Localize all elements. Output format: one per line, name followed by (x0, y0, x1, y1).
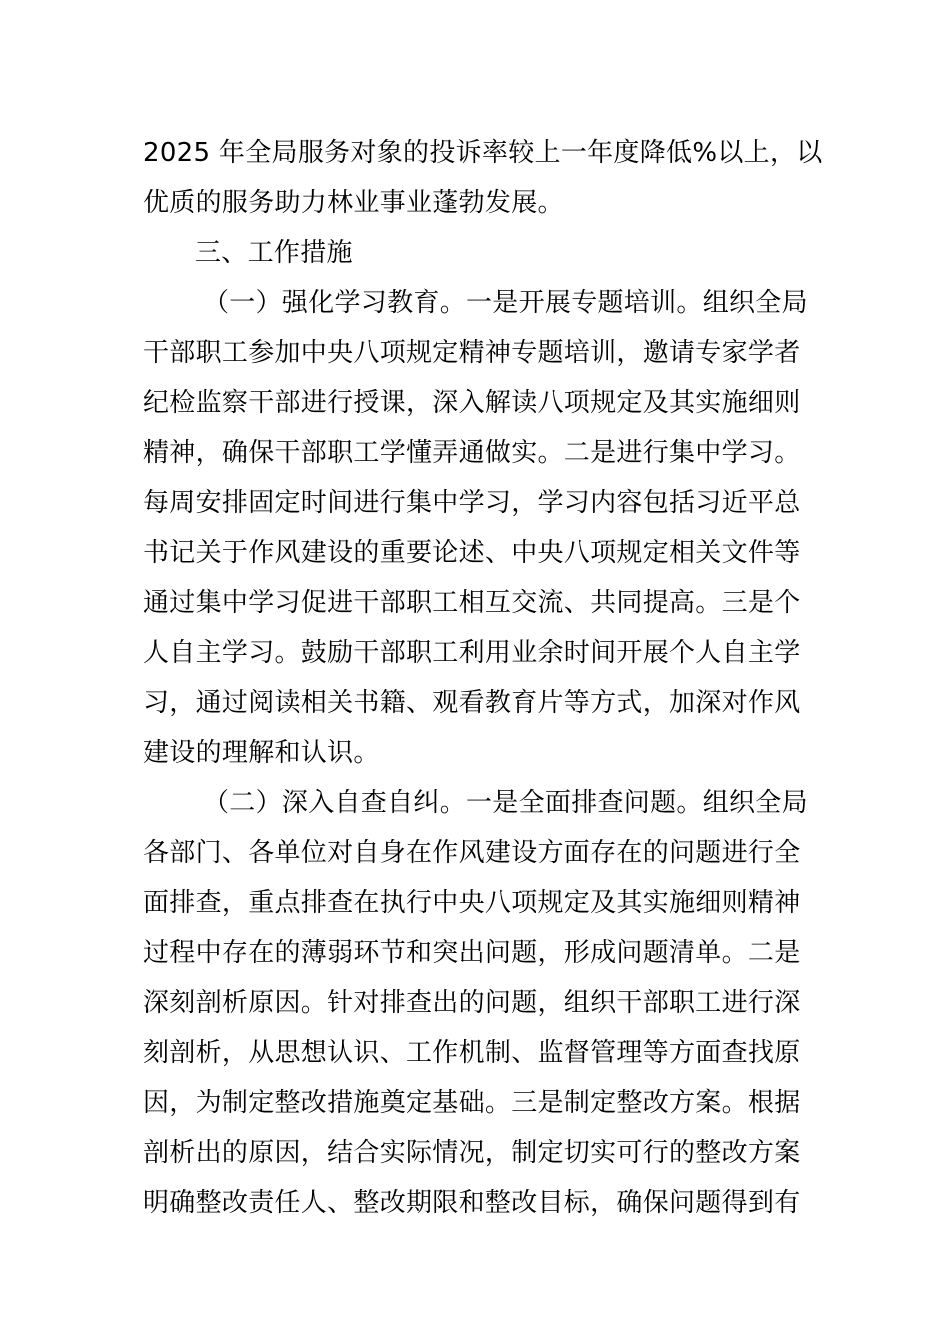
document-body (143, 128, 823, 1228)
subsection-heading-line: （一）强化学习教育。一是开展专题培训。组织全局 (203, 288, 808, 318)
body-line: 深刻剖析原因。针对排查出的问题，组织干部职工进行深 (143, 988, 801, 1018)
body-line: 因，为制定整改措施奠定基础。三是制定整改方案。根据 (143, 1088, 801, 1118)
body-line: 2025 年全局服务对象的投诉率较上一年度降低%以上，以 (143, 138, 823, 168)
subsection-heading-line: （二）深入自查自纠。一是全面排查问题。组织全局 (203, 788, 808, 818)
body-line: 建设的理解和认识。 (143, 738, 380, 768)
body-line: 面排查，重点排查在执行中央八项规定及其实施细则精神 (143, 888, 801, 918)
body-line: 精神，确保干部职工学懂弄通做实。二是进行集中学习。 (143, 438, 801, 468)
body-line: 明确整改责任人、整改期限和整改目标，确保问题得到有 (143, 1188, 801, 1218)
body-line: 人自主学习。鼓励干部职工利用业余时间开展个人自主学 (143, 638, 801, 668)
body-line: 习，通过阅读相关书籍、观看教育片等方式，加深对作风 (143, 688, 801, 718)
body-line: 纪检监察干部进行授课，深入解读八项规定及其实施细则 (143, 388, 801, 418)
body-line: 优质的服务助力林业事业蓬勃发展。 (143, 188, 564, 218)
body-line: 刻剖析，从思想认识、工作机制、监督管理等方面查找原 (143, 1038, 801, 1068)
section-heading: 三、工作措施 (195, 238, 353, 268)
body-line: 剖析出的原因，结合实际情况，制定切实可行的整改方案 (143, 1138, 801, 1168)
body-line: 干部职工参加中央八项规定精神专题培训，邀请专家学者 (143, 338, 801, 368)
body-line: 通过集中学习促进干部职工相互交流、共同提高。三是个 (143, 588, 801, 618)
body-line: 各部门、各单位对自身在作风建设方面存在的问题进行全 (143, 838, 801, 868)
body-line: 过程中存在的薄弱环节和突出问题，形成问题清单。二是 (143, 938, 801, 968)
body-line: 每周安排固定时间进行集中学习，学习内容包括习近平总 (143, 488, 801, 518)
body-line: 书记关于作风建设的重要论述、中央八项规定相关文件等 (143, 538, 801, 568)
